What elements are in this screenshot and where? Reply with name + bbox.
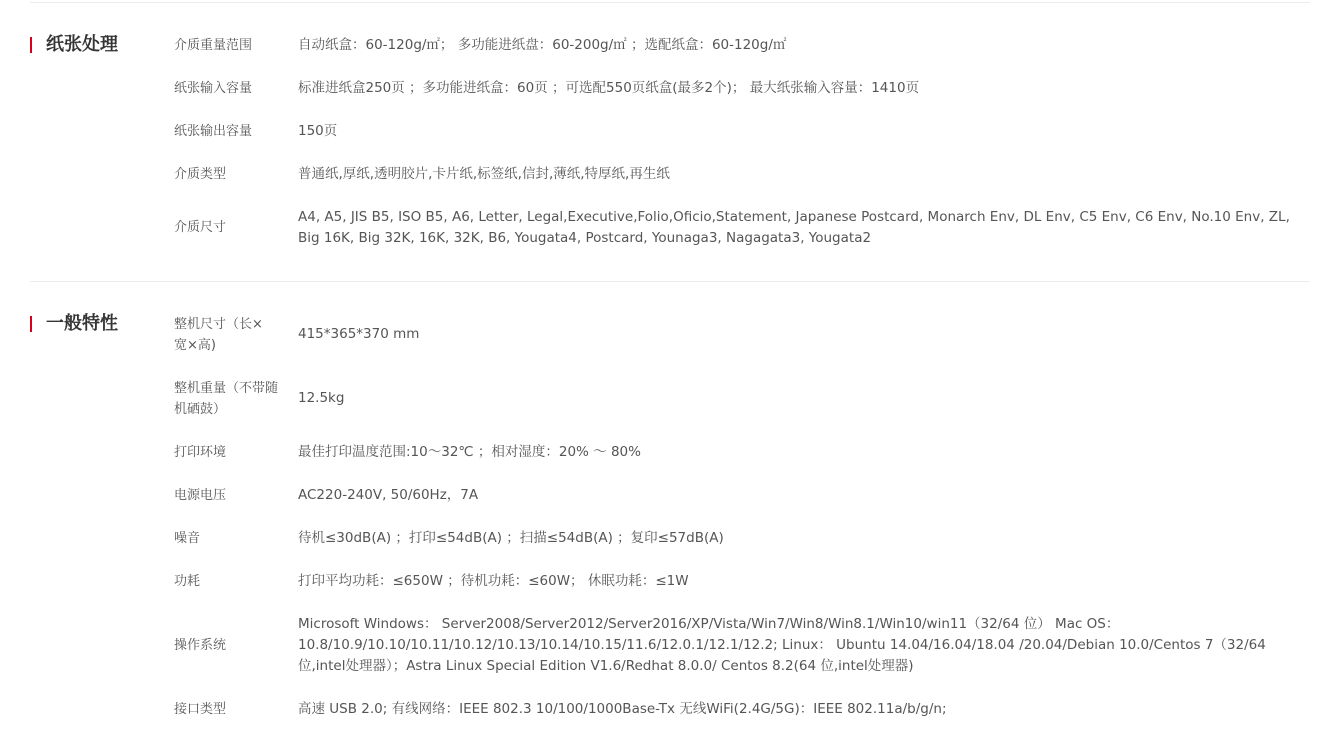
spec-label: 纸张输入容量 xyxy=(174,81,253,96)
spec-label: 介质尺寸 xyxy=(174,220,227,235)
spec-label: 操作系统 xyxy=(174,638,227,653)
spec-value: 高速 USB 2.0; 有线网络：IEEE 802.3 10/100/1000Base-Tx 无线WiFi(2.4G/5G)：IEEE 802.11a/b/g/n; xyxy=(298,701,947,717)
section-divider xyxy=(30,281,1310,282)
spec-value: 自动纸盒：60-120g/㎡； 多功能进纸盘：60-200g/㎡ ；选配纸盒：60-120g/㎡ xyxy=(298,37,787,53)
spec-value: A4, A5, JIS B5, ISO B5, A6, Letter, Legal,Executive,Folio,Oficio,Statement, Japanese Postcard, Monarch Env, DL Env, C5 Env, C6 Env, No.10 Env, ZL, Big 16K, Big 32K, 16K, 32K, B6, Yougata4, Postcard, Younaga3, Nagagata3, Yougata2 xyxy=(298,209,1290,246)
section-title: 纸张处理 xyxy=(46,34,118,55)
spec-label: 介质重量范围 xyxy=(174,38,253,53)
spec-value: 12.5kg xyxy=(298,390,345,406)
section-header-general-features xyxy=(30,312,118,336)
section-accent-bar xyxy=(30,37,32,53)
spec-label: 功耗 xyxy=(174,574,201,589)
section-header-paper-handling xyxy=(30,33,118,57)
spec-value: 最佳打印温度范围:10～32℃ ；相对湿度：20% ～ 80% xyxy=(298,444,641,460)
spec-label: 介质类型 xyxy=(174,167,227,182)
top-divider xyxy=(30,2,1310,3)
section-accent-bar xyxy=(30,316,32,332)
spec-value: 415*365*370 mm xyxy=(298,326,420,342)
spec-label: 整机重量（不带随机硒鼓） xyxy=(174,381,279,417)
spec-value: Microsoft Windows： Server2008/Server2012/Server2016/XP/Vista/Win7/Win8/Win8.1/Win10/win11（32/64 位） Mac OS：10.8/10.9/10.10/10.11/10.12/10.13/10.14/10.15/11.6/12.0.1/12.1/12.2; Linux： Ubuntu 14.04/16.04/18.04 /20.04/Debian 10.0/Centos 7（32/64位,intel处理器）；Astra Linux Special Edition V1.6/Redhat 8.0.0/ Centos 8.2(64 位,intel处理器) xyxy=(298,616,1266,674)
spec-label: 纸张输出容量 xyxy=(174,124,253,139)
spec-label: 接口类型 xyxy=(174,702,227,717)
spec-label: 噪音 xyxy=(174,531,201,546)
spec-value: 待机≤30dB(A) ；打印≤54dB(A) ；扫描≤54dB(A) ；复印≤57dB(A) xyxy=(298,530,724,546)
spec-value: 150页 xyxy=(298,123,338,139)
spec-label: 电源电压 xyxy=(174,488,227,503)
spec-value: 普通纸,厚纸,透明胶片,卡片纸,标签纸,信封,薄纸,特厚纸,再生纸 xyxy=(298,166,670,182)
spec-label: 整机尺寸（长×宽×高) xyxy=(174,317,263,353)
spec-value: 标准进纸盒250页 ；多功能进纸盒：60页 ；可选配550页纸盒(最多2个)； 最大纸张输入容量：1410页 xyxy=(298,80,920,96)
spec-label: 打印环境 xyxy=(174,445,227,460)
spec-value: AC220-240V, 50/60Hz，7A xyxy=(298,487,479,503)
section-title: 一般特性 xyxy=(46,313,118,334)
spec-value: 打印平均功耗：≤650W ；待机功耗：≤60W； 休眠功耗：≤1W xyxy=(298,573,689,589)
